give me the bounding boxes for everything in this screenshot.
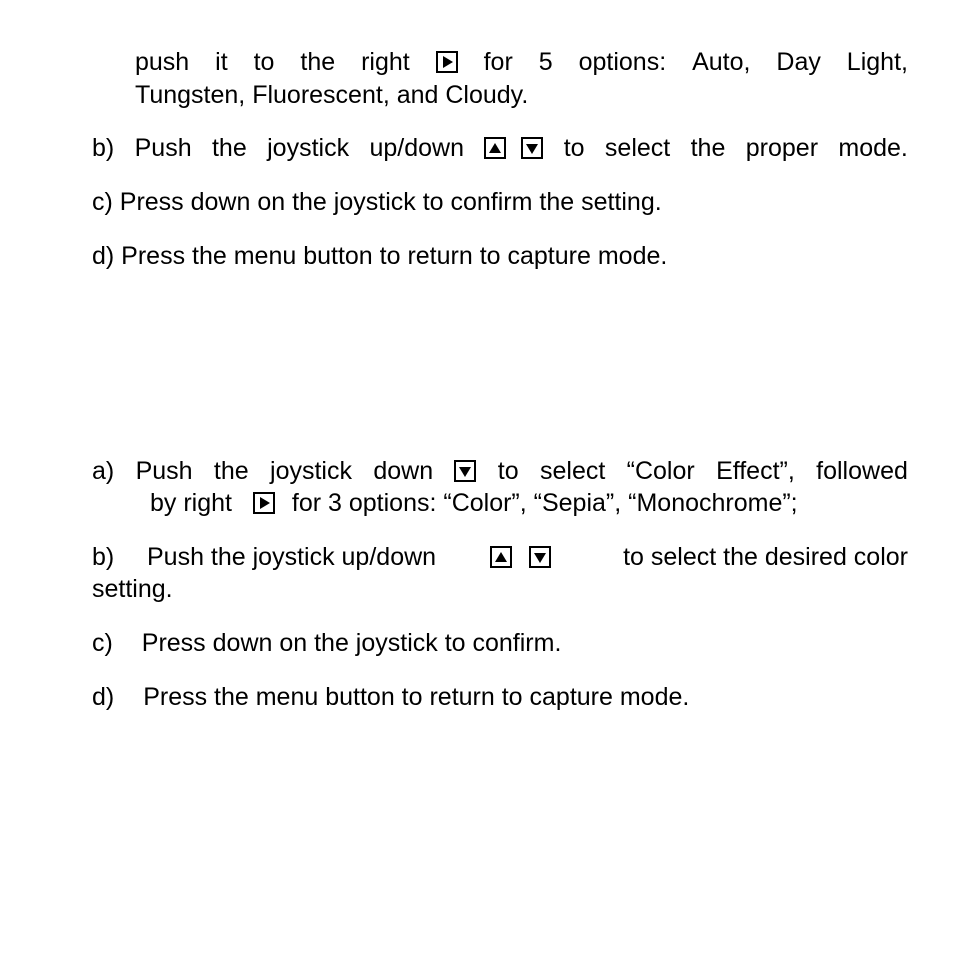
up-arrow-icon <box>484 137 506 159</box>
down-arrow-icon <box>454 460 476 482</box>
wb-step-d: d) Press the menu button to return to capture mode. <box>92 242 668 270</box>
wb-options-line2: Tungsten, Fluorescent, and Cloudy. <box>135 81 529 109</box>
wb-step-c: c) Press down on the joystick to confirm the setting. <box>92 188 662 216</box>
right-arrow-icon <box>436 51 458 73</box>
wb-options-line1: push it to the right for 5 options: Auto, Day Light, <box>135 48 908 76</box>
ce-step-c: c) Press down on the joystick to confirm. <box>92 629 562 657</box>
ce-step-a-line1: a) Push the joystick down to select “Color Effect”, followed <box>92 457 908 485</box>
ce-step-d: d) Press the menu button to return to capture mode. <box>92 683 690 711</box>
up-arrow-icon <box>490 546 512 568</box>
ce-step-b-line1: b) Push the joystick up/down to select the desired color <box>92 543 908 571</box>
wb-step-b: b) Push the joystick up/down to select the proper mode. <box>92 134 908 162</box>
right-arrow-icon <box>253 492 275 514</box>
ce-step-a-line2: by right for 3 options: “Color”, “Sepia”, “Monochrome”; <box>150 489 798 517</box>
ce-step-b-line2: setting. <box>92 575 173 603</box>
down-arrow-icon <box>529 546 551 568</box>
down-arrow-icon <box>521 137 543 159</box>
